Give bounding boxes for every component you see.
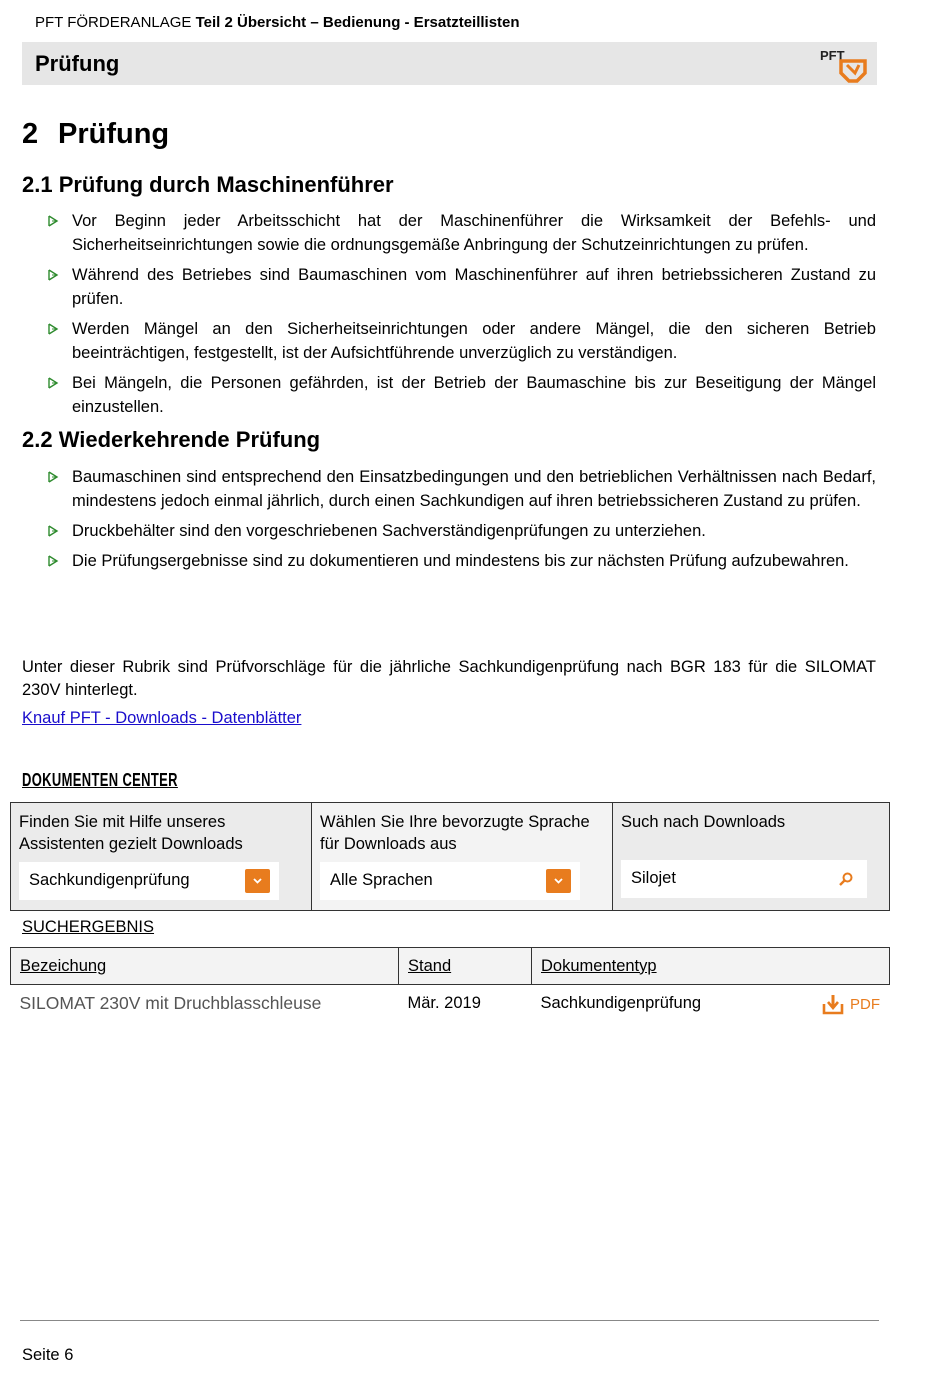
doc-center-panel [10,802,890,911]
downloads-link[interactable]: Knauf PFT - Downloads - Datenblätter [22,709,302,727]
section-header-title: Prüfung [35,51,120,76]
assistant-select[interactable] [19,862,279,900]
list-item: Werden Mängel an den Sicherheitseinrichtungen oder andere Mängel, die den sicheren Betrieb beeinträchtigen, festgestellt, ist der Aufsichtführende unverzüglich zu verständigen. [46,317,876,365]
running-header-doc-title: Teil 2 Übersicht – Bedienung - Ersatzteillisten [195,14,520,31]
list-item: Vor Beginn jeder Arbeitsschicht hat der Maschinenführer die Wirksamkeit der Befehls- und Sicherheitseinrichtungen sowie die ordnungsgemäße Anbringung der Schutzeinrichtungen zu prüfen. [46,209,876,257]
arrow-bullet-icon [46,550,62,572]
language-dropdown-button[interactable] [546,869,571,893]
section-2-2-heading: 2.2 Wiederkehrende Prüfung [22,427,321,452]
search-column [612,803,889,910]
chapter-heading [22,118,169,151]
column-header-type[interactable]: Dokumententyp [532,948,890,985]
chapter-number: 2 [22,118,39,150]
column-header-date[interactable]: Stand [399,948,532,985]
running-header [35,14,520,31]
list-item: Während des Betriebes sind Baumaschinen vom Maschinenführer auf ihren betriebssicheren Zustand zu prüfen. [46,263,876,311]
list-item: Druckbehälter sind den vorgeschriebenen Sachverständigenprüfungen zu unterziehen. [46,519,876,543]
arrow-bullet-icon [46,210,62,232]
language-select[interactable] [320,862,580,900]
search-results-title: SUCHERGEBNIS [22,918,155,936]
arrow-bullet-icon [46,318,62,340]
result-name: SILOMAT 230V mit Druchblasschleuse [19,992,322,1013]
list-item: Baumaschinen sind entsprechend den Einsatzbedingungen und den betrieblichen Verhältnissen nach Bedarf, mindestens jedoch einmal jährlich, durch einen Sachkundigen auf ihren betriebssicheren Zustand zu prüfen. [46,465,876,513]
search-icon[interactable] [838,871,854,887]
language-label: Wählen Sie Ihre bevorzugte Sprache für Downloads aus [320,813,590,853]
results-table-wrap [10,947,890,1021]
assistant-select-value: Sachkundigenprüfung [29,871,190,889]
table-row [11,985,890,1022]
footer-divider [20,1320,879,1321]
running-header-brand: PFT FÖRDERANLAGE [35,14,192,31]
pdf-download-button[interactable] [821,992,880,1016]
language-select-value: Alle Sprachen [330,871,433,889]
doc-center-title: DOKUMENTEN CENTER [22,770,178,790]
pft-logo [819,47,867,83]
chevron-down-icon [546,869,571,893]
section-2-1-heading: 2.1 Prüfung durch Maschinenführer [22,172,394,197]
assistant-label: Finden Sie mit Hilfe unseres Assistenten gezielt Downloads [19,813,243,853]
pdf-label: PDF [850,995,880,1013]
search-label: Such nach Downloads [621,813,786,831]
arrow-bullet-icon [46,466,62,488]
assistant-dropdown-button[interactable] [245,869,270,893]
arrow-bullet-icon [46,520,62,542]
assistant-column [11,803,311,910]
results-table [10,947,890,1021]
chevron-down-icon [245,869,270,893]
arrow-bullet-icon [46,264,62,286]
download-icon [821,992,845,1016]
result-type: Sachkundigenprüfung [540,993,702,1012]
pft-logo-text: PFT [820,48,845,63]
language-column [311,803,612,910]
list-item: Bei Mängeln, die Personen gefährden, ist der Betrieb der Baumaschine bis zur Beseitigung der Mängel einzustellen. [46,371,876,419]
column-header-name[interactable]: Bezeichung [11,948,399,985]
search-input[interactable] [621,860,867,898]
intro-paragraph: Unter dieser Rubrik sind Prüfvorschläge für die jährliche Sachkundigenprüfung nach BGR 183 für die SILOMAT 230V hinterlegt. [22,658,876,699]
page-number: Seite 6 [22,1346,74,1364]
result-date: Mär. 2019 [407,993,481,1012]
arrow-bullet-icon [46,372,62,394]
chapter-title: Prüfung [58,118,170,150]
list-item: Die Prüfungsergebnisse sind zu dokumentieren und mindestens bis zur nächsten Prüfung aufzubewahren. [46,549,876,573]
section-2-2-list [46,465,876,579]
section-header-bar [22,42,877,85]
table-header-row [11,948,890,985]
search-input-value: Silojet [631,869,676,887]
section-2-1-list [46,209,876,425]
